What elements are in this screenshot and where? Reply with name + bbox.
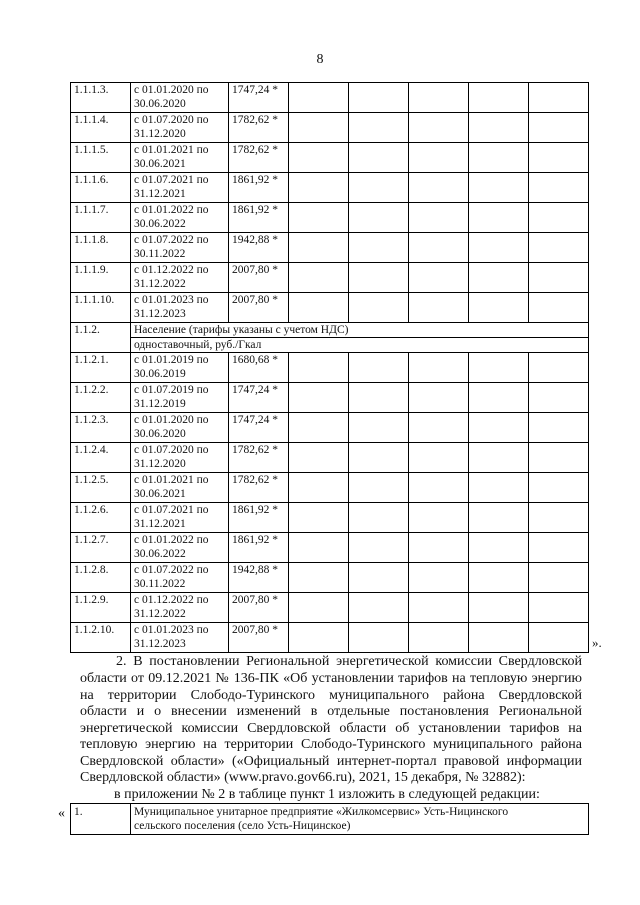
org-name-line: Муниципальное унитарное предприятие «Жилкомсервис» Усть-Ницинского — [134, 806, 509, 818]
period-start: с 01.07.2022 по — [134, 234, 209, 246]
empty-cell — [349, 353, 409, 383]
empty-cell — [349, 533, 409, 563]
empty-cell — [469, 533, 529, 563]
period-end: 31.12.2022 — [134, 608, 186, 620]
tariff-row — [71, 83, 589, 113]
empty-cell — [529, 143, 589, 173]
empty-cell — [529, 413, 589, 443]
tariff-value: 1782,62 * — [229, 443, 289, 473]
empty-cell — [289, 173, 349, 203]
org-name-line: сельского поселения (село Усть-Ницинское) — [134, 820, 351, 832]
empty-cell — [349, 593, 409, 623]
period-cell — [131, 113, 229, 143]
period-cell — [131, 293, 229, 323]
empty-cell — [289, 413, 349, 443]
period-end: 31.12.2019 — [134, 398, 186, 410]
sub-intro: в приложении № 2 в таблице пункт 1 изложить в следующей редакции: — [114, 787, 540, 802]
period-end: 30.11.2022 — [134, 248, 186, 260]
row-number: 1.1.1.4. — [71, 113, 131, 143]
row-number: 1.1.1.8. — [71, 233, 131, 263]
empty-cell — [529, 173, 589, 203]
period-start: с 01.12.2022 по — [134, 594, 209, 606]
period-end: 31.12.2021 — [134, 188, 186, 200]
tariff-value: 1942,88 * — [229, 563, 289, 593]
paragraph-line: энергетической комиссии Свердловской области об установлении тарифов на — [80, 721, 582, 736]
empty-cell — [289, 443, 349, 473]
tariff-row — [71, 473, 589, 503]
period-cell — [131, 503, 229, 533]
period-cell — [131, 593, 229, 623]
empty-cell — [409, 233, 469, 263]
empty-cell — [469, 263, 529, 293]
period-end: 30.06.2021 — [134, 488, 186, 500]
org-number: 1. — [71, 804, 131, 835]
empty-cell — [469, 563, 529, 593]
tariff-row — [71, 143, 589, 173]
empty-cell — [409, 593, 469, 623]
empty-cell — [469, 383, 529, 413]
tariff-row — [71, 113, 589, 143]
empty-cell — [409, 263, 469, 293]
period-cell — [131, 143, 229, 173]
tariff-value: 1680,68 * — [229, 353, 289, 383]
row-number: 1.1.2.2. — [71, 383, 131, 413]
period-end: 31.12.2021 — [134, 518, 186, 530]
tariff-group-row — [71, 323, 589, 353]
period-cell — [131, 203, 229, 233]
empty-cell — [289, 473, 349, 503]
tariff-value: 2007,80 * — [229, 623, 289, 653]
group-title-line: Население (тарифы указаны с учетом НДС) — [131, 323, 588, 338]
tariff-row — [71, 563, 589, 593]
empty-cell — [529, 473, 589, 503]
row-number: 1.1.1.6. — [71, 173, 131, 203]
empty-cell — [469, 113, 529, 143]
empty-cell — [349, 563, 409, 593]
empty-cell — [469, 233, 529, 263]
period-cell — [131, 383, 229, 413]
empty-cell — [529, 83, 589, 113]
paragraph-line: области от 09.12.2021 № 136-ПК «Об установлении тарифов на тепловую энергию — [80, 671, 582, 686]
period-cell — [131, 233, 229, 263]
tariff-value: 2007,80 * — [229, 263, 289, 293]
paragraph-line: области и о внесении изменений в отдельные постановления Региональной — [80, 704, 582, 719]
period-cell — [131, 413, 229, 443]
empty-cell — [469, 473, 529, 503]
empty-cell — [289, 503, 349, 533]
period-end: 31.12.2020 — [134, 458, 186, 470]
period-start: с 01.01.2019 по — [134, 354, 209, 366]
empty-cell — [349, 113, 409, 143]
period-start: с 01.01.2021 по — [134, 144, 209, 156]
empty-cell — [529, 533, 589, 563]
row-number: 1.1.2. — [71, 323, 131, 353]
tariff-value: 1782,62 * — [229, 473, 289, 503]
empty-cell — [349, 203, 409, 233]
tariff-row — [71, 623, 589, 653]
empty-cell — [469, 623, 529, 653]
period-end: 30.06.2021 — [134, 158, 186, 170]
period-cell — [131, 533, 229, 563]
row-number: 1.1.2.3. — [71, 413, 131, 443]
empty-cell — [469, 293, 529, 323]
empty-cell — [349, 413, 409, 443]
empty-cell — [529, 203, 589, 233]
group-title — [131, 323, 589, 353]
empty-cell — [469, 353, 529, 383]
row-number: 1.1.1.7. — [71, 203, 131, 233]
tariff-value: 1782,62 * — [229, 143, 289, 173]
paragraph-line: тепловую энергию на территории Слободо-Туринского муниципального района — [80, 737, 582, 752]
period-end: 31.12.2020 — [134, 128, 186, 140]
paragraph-line: 2. В постановлении Региональной энергетической комиссии Свердловской — [116, 654, 582, 669]
empty-cell — [409, 473, 469, 503]
period-end: 31.12.2023 — [134, 308, 186, 320]
empty-cell — [289, 233, 349, 263]
period-cell — [131, 353, 229, 383]
tariff-row — [71, 203, 589, 233]
empty-cell — [289, 593, 349, 623]
paragraph-line: Свердловской области» («Официальный интернет-портал правовой информации — [80, 754, 582, 769]
tariff-row — [71, 263, 589, 293]
empty-cell — [289, 353, 349, 383]
tariff-row — [71, 503, 589, 533]
empty-cell — [409, 383, 469, 413]
row-number: 1.1.2.9. — [71, 593, 131, 623]
period-start: с 01.01.2020 по — [134, 414, 209, 426]
empty-cell — [349, 83, 409, 113]
tariff-value: 1942,88 * — [229, 233, 289, 263]
empty-cell — [469, 203, 529, 233]
period-start: с 01.07.2020 по — [134, 444, 209, 456]
tariff-value: 1747,24 * — [229, 83, 289, 113]
empty-cell — [289, 623, 349, 653]
tariff-row — [71, 293, 589, 323]
period-end: 30.06.2020 — [134, 428, 186, 440]
tariff-value: 1861,92 * — [229, 503, 289, 533]
row-number: 1.1.2.7. — [71, 533, 131, 563]
period-start: с 01.01.2023 по — [134, 294, 209, 306]
empty-cell — [289, 263, 349, 293]
empty-cell — [529, 263, 589, 293]
empty-cell — [289, 293, 349, 323]
period-start: с 01.01.2022 по — [134, 204, 209, 216]
empty-cell — [409, 83, 469, 113]
period-end: 30.06.2020 — [134, 98, 186, 110]
empty-cell — [289, 533, 349, 563]
row-number: 1.1.1.5. — [71, 143, 131, 173]
empty-cell — [349, 293, 409, 323]
empty-cell — [529, 233, 589, 263]
empty-cell — [349, 623, 409, 653]
org-table — [70, 803, 589, 835]
tariff-row — [71, 533, 589, 563]
group-subtitle-line: одноставочный, руб./Гкал — [134, 339, 262, 351]
period-start: с 01.07.2020 по — [134, 114, 209, 126]
period-end: 30.11.2022 — [134, 578, 186, 590]
period-start: с 01.01.2023 по — [134, 624, 209, 636]
empty-cell — [409, 173, 469, 203]
tariff-table — [70, 82, 589, 653]
empty-cell — [529, 443, 589, 473]
row-number: 1.1.1.9. — [71, 263, 131, 293]
period-end: 31.12.2023 — [134, 638, 186, 650]
row-number: 1.1.1.10. — [71, 293, 131, 323]
row-number: 1.1.2.6. — [71, 503, 131, 533]
empty-cell — [529, 383, 589, 413]
empty-cell — [529, 563, 589, 593]
empty-cell — [349, 443, 409, 473]
period-cell — [131, 443, 229, 473]
empty-cell — [289, 563, 349, 593]
empty-cell — [409, 533, 469, 563]
tariff-row — [71, 413, 589, 443]
row-number: 1.1.1.3. — [71, 83, 131, 113]
empty-cell — [289, 143, 349, 173]
row-number: 1.1.2.10. — [71, 623, 131, 653]
tariff-value: 2007,80 * — [229, 293, 289, 323]
empty-cell — [469, 503, 529, 533]
tariff-row — [71, 443, 589, 473]
tariff-value: 2007,80 * — [229, 593, 289, 623]
empty-cell — [529, 353, 589, 383]
org-name — [131, 804, 589, 835]
empty-cell — [469, 143, 529, 173]
tariff-row — [71, 173, 589, 203]
empty-cell — [469, 83, 529, 113]
period-cell — [131, 83, 229, 113]
empty-cell — [409, 293, 469, 323]
period-cell — [131, 173, 229, 203]
period-start: с 01.07.2021 по — [134, 504, 209, 516]
empty-cell — [409, 623, 469, 653]
period-cell — [131, 623, 229, 653]
empty-cell — [409, 413, 469, 443]
period-cell — [131, 563, 229, 593]
period-end: 31.12.2022 — [134, 278, 186, 290]
period-start: с 01.07.2022 по — [134, 564, 209, 576]
empty-cell — [469, 413, 529, 443]
closing-quote: ». — [592, 635, 602, 650]
row-number: 1.1.2.5. — [71, 473, 131, 503]
period-end: 30.06.2019 — [134, 368, 186, 380]
period-start: с 01.01.2020 по — [134, 84, 209, 96]
empty-cell — [409, 353, 469, 383]
empty-cell — [349, 503, 409, 533]
empty-cell — [349, 383, 409, 413]
row-number: 1.1.2.4. — [71, 443, 131, 473]
period-end: 30.06.2022 — [134, 548, 186, 560]
open-quote: « — [58, 806, 65, 821]
period-cell — [131, 473, 229, 503]
empty-cell — [529, 623, 589, 653]
empty-cell — [289, 383, 349, 413]
tariff-value: 1861,92 * — [229, 173, 289, 203]
empty-cell — [529, 593, 589, 623]
tariff-value: 1861,92 * — [229, 203, 289, 233]
empty-cell — [349, 473, 409, 503]
empty-cell — [469, 443, 529, 473]
empty-cell — [289, 83, 349, 113]
tariff-row — [71, 593, 589, 623]
tariff-row — [71, 383, 589, 413]
row-number: 1.1.2.1. — [71, 353, 131, 383]
period-start: с 01.01.2021 по — [134, 474, 209, 486]
empty-cell — [409, 143, 469, 173]
empty-cell — [529, 503, 589, 533]
empty-cell — [409, 443, 469, 473]
period-cell — [131, 263, 229, 293]
tariff-value: 1747,24 * — [229, 383, 289, 413]
empty-cell — [349, 173, 409, 203]
empty-cell — [289, 113, 349, 143]
empty-cell — [529, 113, 589, 143]
empty-cell — [349, 143, 409, 173]
paragraph-line: на территории Слободо-Туринского муниципального района Свердловской — [80, 688, 582, 703]
empty-cell — [349, 263, 409, 293]
tariff-value: 1782,62 * — [229, 113, 289, 143]
empty-cell — [409, 203, 469, 233]
page-number: 8 — [316, 52, 324, 67]
tariff-value: 1861,92 * — [229, 533, 289, 563]
tariff-value: 1747,24 * — [229, 413, 289, 443]
period-start: с 01.07.2019 по — [134, 384, 209, 396]
empty-cell — [409, 113, 469, 143]
period-start: с 01.01.2022 по — [134, 534, 209, 546]
empty-cell — [409, 503, 469, 533]
empty-cell — [469, 173, 529, 203]
org-row — [71, 804, 589, 835]
empty-cell — [349, 233, 409, 263]
tariff-row — [71, 353, 589, 383]
empty-cell — [529, 293, 589, 323]
empty-cell — [409, 563, 469, 593]
paragraph-line: Свердловской области» (www.pravo.gov66.ru), 2021, 15 декабря, № 32882): — [80, 770, 526, 785]
empty-cell — [289, 203, 349, 233]
period-end: 30.06.2022 — [134, 218, 186, 230]
tariff-row — [71, 233, 589, 263]
row-number: 1.1.2.8. — [71, 563, 131, 593]
empty-cell — [469, 593, 529, 623]
period-start: с 01.07.2021 по — [134, 174, 209, 186]
period-start: с 01.12.2022 по — [134, 264, 209, 276]
